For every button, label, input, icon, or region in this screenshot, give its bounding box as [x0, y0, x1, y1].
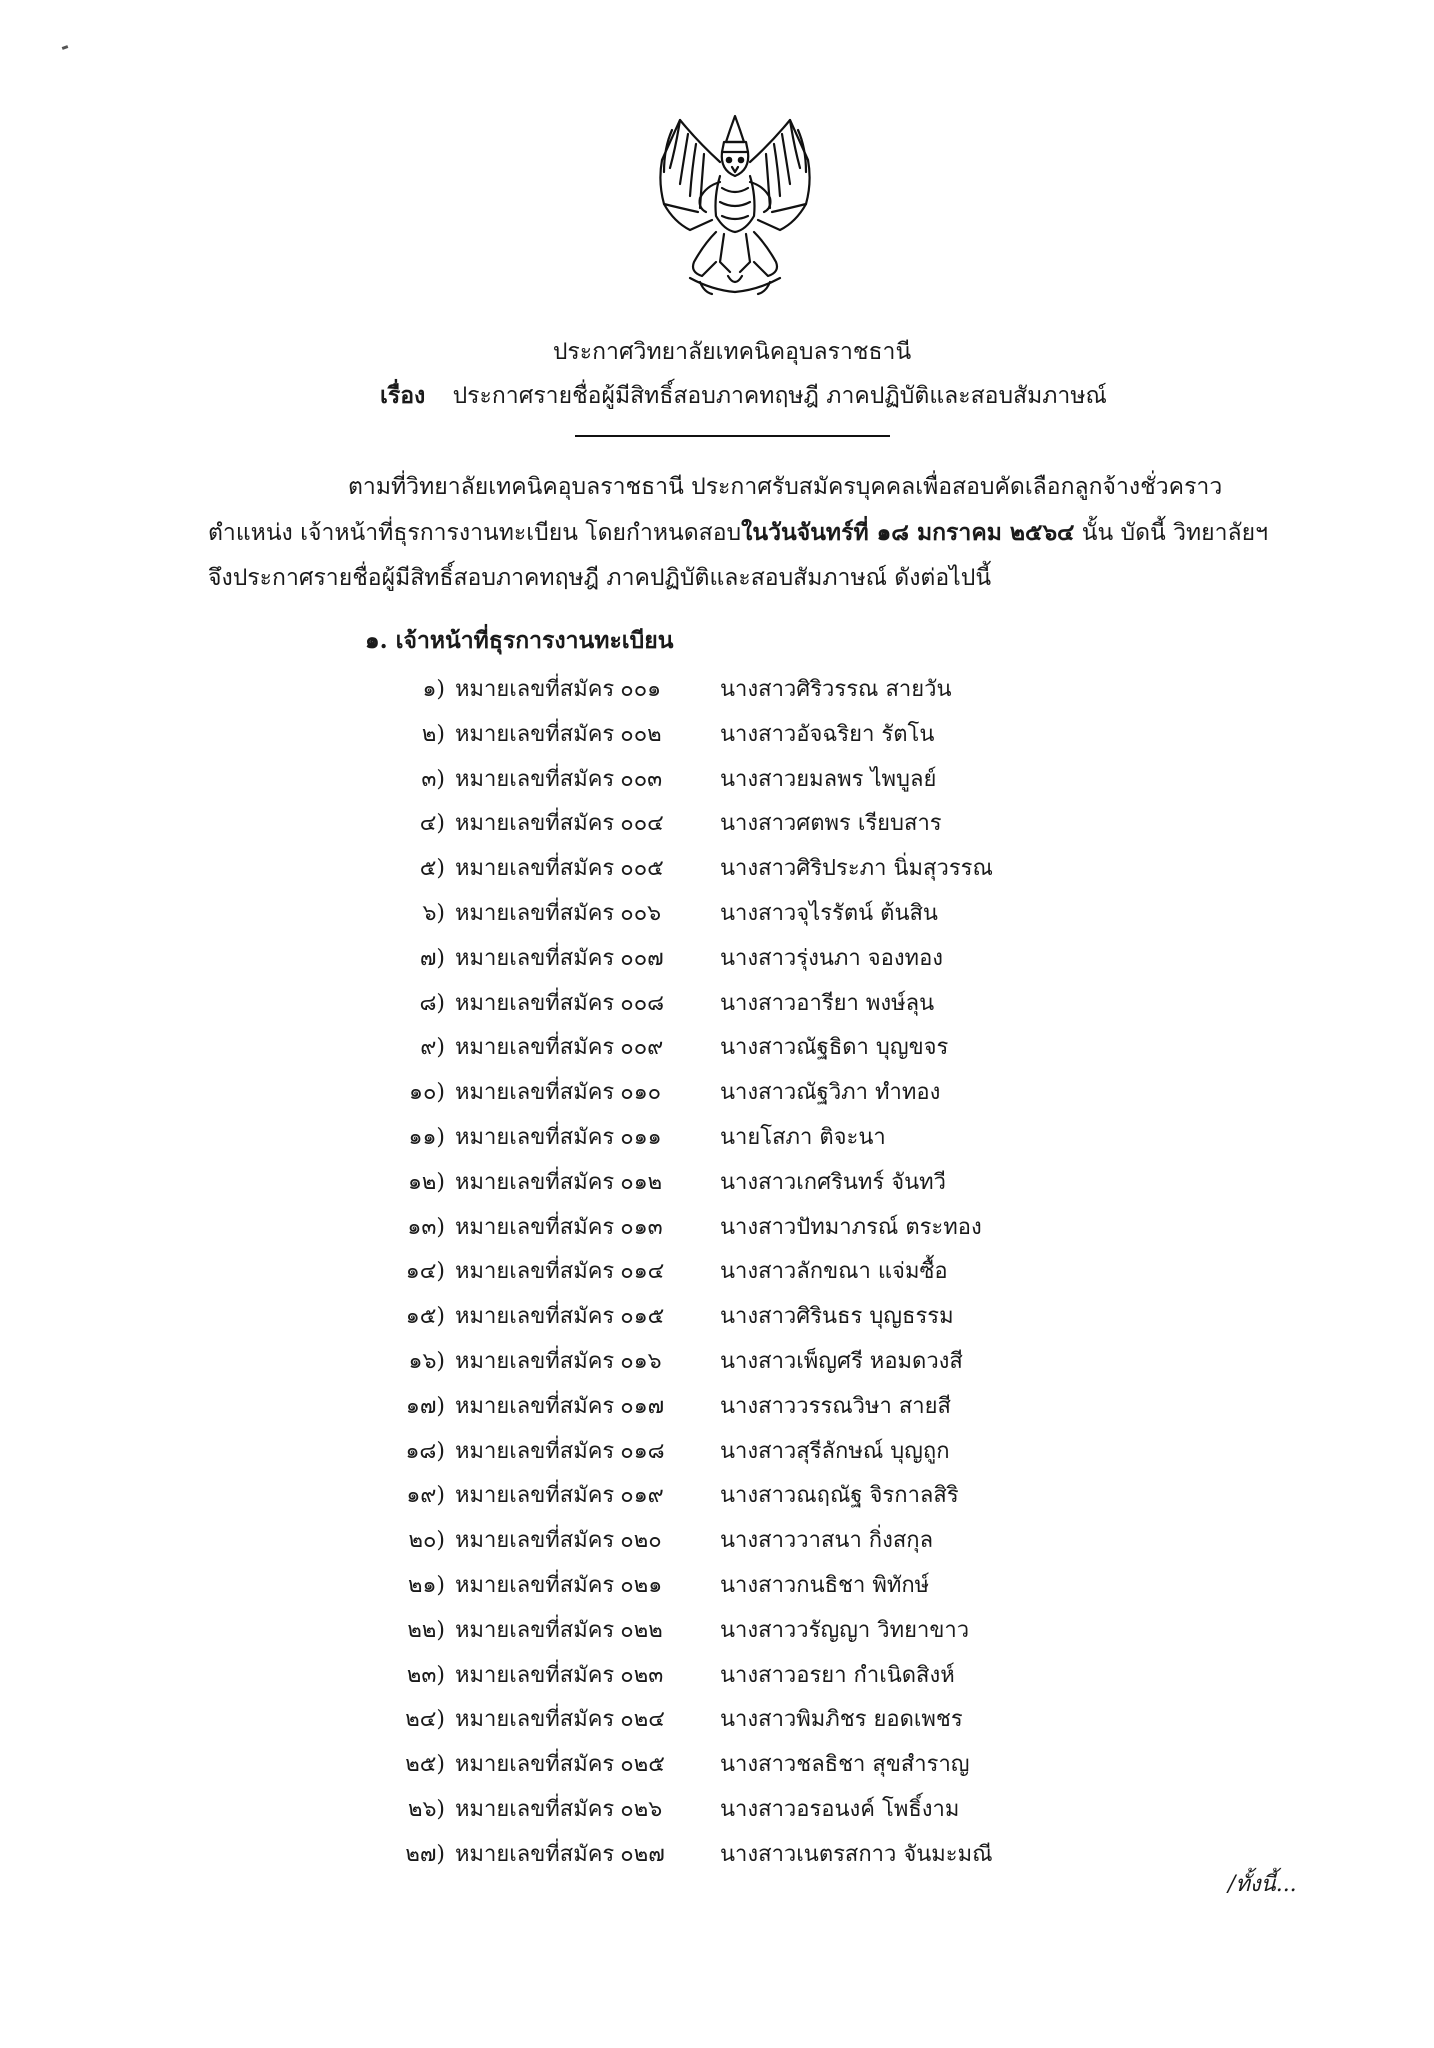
item-number: ๕)	[419, 856, 445, 882]
registration-info	[455, 1385, 664, 1430]
applicant-name: นางสาวณัฐธิดา บุญขจร	[720, 1035, 949, 1061]
registration-label: หมายเลขที่สมัคร	[455, 721, 615, 747]
registration-info	[455, 802, 664, 847]
applicant-name: นางสาววาสนา กิ่งสกุล	[720, 1528, 934, 1554]
registration-number: ๐๐๗	[620, 945, 664, 971]
list-item	[0, 1340, 1434, 1385]
registration-number: ๐๑๕	[620, 1304, 665, 1330]
registration-label: หมายเลขที่สมัคร	[455, 1796, 615, 1822]
registration-number: ๐๐๒	[620, 721, 662, 747]
registration-number: ๐๑๖	[620, 1348, 662, 1374]
registration-number: ๐๐๕	[620, 856, 664, 882]
registration-info	[455, 937, 664, 982]
registration-info	[455, 1206, 663, 1251]
registration-label: หมายเลขที่สมัคร	[455, 1572, 615, 1598]
registration-number: ๐๑๔	[620, 1259, 665, 1285]
registration-number: ๐๑๗	[620, 1393, 665, 1419]
section-heading: ๑. เจ้าหน้าที่ธุรการงานทะเบียน	[365, 627, 674, 654]
list-item	[0, 1026, 1434, 1071]
item-number: ๑๔)	[405, 1259, 445, 1285]
registration-label: หมายเลขที่สมัคร	[455, 766, 615, 792]
list-item	[0, 847, 1434, 892]
registration-number: ๐๑๐	[620, 1080, 662, 1106]
body-paragraph	[208, 465, 1308, 601]
applicant-name: นางสาวชลธิชา สุขสำราญ	[720, 1752, 970, 1778]
item-number: ๒)	[421, 721, 445, 747]
registration-label: หมายเลขที่สมัคร	[455, 1214, 615, 1240]
registration-info	[455, 1519, 662, 1564]
item-number: ๒๕)	[405, 1752, 445, 1778]
item-number: ๒๑)	[407, 1572, 445, 1598]
list-item	[0, 1250, 1434, 1295]
list-item	[0, 1833, 1434, 1878]
applicant-name: นางสาวอัจฉริยา รัตโน	[720, 721, 935, 747]
registration-info	[455, 847, 664, 892]
list-item	[0, 1743, 1434, 1788]
registration-number: ๐๑๙	[620, 1483, 664, 1509]
applicant-name: นางสาวกนธิชา พิทักษ์	[720, 1572, 930, 1598]
registration-info	[455, 1788, 662, 1833]
registration-label: หมายเลขที่สมัคร	[455, 856, 615, 882]
applicant-name: นางสาวณฤณัฐ จิรกาลสิริ	[720, 1483, 959, 1509]
body-line-2	[208, 510, 1308, 556]
item-number: ๒๒)	[407, 1617, 445, 1643]
registration-number: ๐๐๑	[620, 677, 662, 702]
applicant-name: นางสาวศิริวรรณ สายวัน	[720, 677, 952, 702]
registration-number: ๐๐๖	[620, 900, 662, 926]
list-item	[0, 1295, 1434, 1340]
item-number: ๑๕)	[405, 1304, 445, 1330]
applicant-name: นางสาวยมลพร ไพบูลย์	[720, 766, 937, 792]
registration-label: หมายเลขที่สมัคร	[455, 1662, 615, 1688]
registration-info	[455, 1833, 665, 1878]
item-number: ๙)	[420, 1035, 445, 1061]
list-item	[0, 1161, 1434, 1206]
applicant-name: นางสาวศตพร เรียบสาร	[720, 811, 942, 837]
registration-info	[455, 1116, 662, 1161]
registration-info	[455, 1161, 662, 1206]
applicant-name: นางสาวศิริประภา นิ่มสุวรรณ	[720, 856, 993, 882]
registration-label: หมายเลขที่สมัคร	[455, 1483, 615, 1509]
registration-info	[455, 1564, 662, 1609]
list-item	[0, 892, 1434, 937]
registration-info	[455, 1071, 661, 1116]
item-number: ๒๐)	[408, 1528, 445, 1554]
registration-info	[455, 1430, 665, 1475]
registration-label: หมายเลขที่สมัคร	[455, 1752, 615, 1778]
registration-label: หมายเลขที่สมัคร	[455, 1438, 615, 1464]
list-item	[0, 1071, 1434, 1116]
announcement-title: ประกาศวิทยาลัยเทคนิคอุบลราชธานี	[552, 339, 912, 365]
list-item	[0, 1206, 1434, 1251]
list-item	[0, 1609, 1434, 1654]
registration-number: ๐๒๓	[620, 1662, 664, 1688]
item-number: ๑๗)	[405, 1393, 445, 1419]
registration-label: หมายเลขที่สมัคร	[455, 1617, 615, 1643]
garuda-emblem-icon	[650, 112, 820, 297]
registration-number: ๐๒๗	[620, 1841, 665, 1867]
item-number: ๒๗)	[405, 1841, 445, 1867]
applicant-name: นางสาวปัทมาภรณ์ ตระทอง	[720, 1214, 982, 1240]
registration-number: ๐๐๔	[620, 811, 664, 837]
applicant-name: นางสาวเนตรสกาว จันมะมณี	[720, 1841, 993, 1867]
registration-label: หมายเลขที่สมัคร	[455, 1348, 615, 1374]
list-item	[0, 1385, 1434, 1430]
item-number: ๖)	[422, 900, 445, 926]
applicant-name: นางสาวเพ็ญศรี หอมดวงสี	[720, 1348, 963, 1374]
item-number: ๒๓)	[406, 1662, 445, 1688]
registration-info	[455, 1250, 664, 1295]
registration-info	[455, 758, 662, 803]
registration-label: หมายเลขที่สมัคร	[455, 990, 615, 1016]
registration-info	[455, 892, 661, 937]
item-number: ๗)	[419, 945, 445, 971]
registration-label: หมายเลขที่สมัคร	[455, 1035, 615, 1061]
list-item	[0, 668, 1434, 713]
item-number: ๑๙)	[406, 1483, 445, 1509]
registration-number: ๐๑๓	[620, 1214, 663, 1240]
registration-number: ๐๐๙	[620, 1035, 664, 1061]
item-number: ๑๓)	[407, 1214, 445, 1240]
list-item	[0, 802, 1434, 847]
registration-info	[455, 1654, 663, 1699]
item-number: ๑๐)	[409, 1080, 445, 1106]
registration-label: หมายเลขที่สมัคร	[455, 1259, 615, 1285]
registration-info	[455, 713, 662, 758]
list-item	[0, 1788, 1434, 1833]
registration-info	[455, 1474, 664, 1519]
registration-label: หมายเลขที่สมัคร	[455, 1169, 615, 1195]
applicant-name: นางสาววรรณวิษา สายสี	[720, 1393, 951, 1419]
registration-label: หมายเลขที่สมัคร	[455, 811, 615, 837]
registration-label: หมายเลขที่สมัคร	[455, 1304, 615, 1330]
item-number: ๔)	[419, 811, 445, 837]
registration-info	[455, 668, 661, 713]
item-number: ๑๑)	[408, 1124, 445, 1150]
body-line-3: จึงประกาศรายชื่อผู้มีสิทธิ์สอบภาคทฤษฎี ภาคปฏิบัติและสอบสัมภาษณ์ ดังต่อไปนี้	[208, 565, 992, 591]
body-line-2-part-a: ตำแหน่ง เจ้าหน้าที่ธุรการงานทะเบียน โดยกำหนดสอบ	[208, 520, 742, 546]
scan-speck	[62, 45, 69, 50]
item-number: ๘)	[419, 990, 445, 1016]
applicant-name: นางสาวเกศรินทร์ จันทวี	[720, 1169, 947, 1195]
applicant-name: นางสาวพิมภิชร ยอดเพชร	[720, 1707, 963, 1733]
registration-label: หมายเลขที่สมัคร	[455, 1124, 615, 1150]
registration-number: ๐๒๖	[620, 1796, 663, 1822]
registration-label: หมายเลขที่สมัคร	[455, 1528, 615, 1554]
registration-info	[455, 1743, 665, 1788]
body-line-1: ตามที่วิทยาลัยเทคนิคอุบลราชธานี ประกาศรับสมัครบุคคลเพื่อสอบคัดเลือกลูกจ้างชั่วคราว	[348, 474, 1223, 500]
applicant-name: นางสาวจุไรรัตน์ ต้นสิน	[720, 900, 938, 926]
registration-number: ๐๑๑	[620, 1124, 662, 1150]
applicant-name: นางสาวอรอนงค์ โพธิ์งาม	[720, 1796, 960, 1822]
subject-text: ประกาศรายชื่อผู้มีสิทธิ์สอบภาคทฤษฎี ภาคปฏิบัติและสอบสัมภาษณ์	[452, 383, 1107, 409]
item-number: ๑๒)	[407, 1169, 445, 1195]
list-item	[0, 1564, 1434, 1609]
registration-label: หมายเลขที่สมัคร	[455, 900, 615, 926]
item-number: ๓)	[421, 766, 445, 792]
list-item	[0, 713, 1434, 758]
list-item	[0, 1519, 1434, 1564]
applicant-name: นางสาวศิรินธร บุญธรรม	[720, 1304, 954, 1330]
registration-info	[455, 1609, 663, 1654]
registration-number: ๐๑๘	[620, 1438, 665, 1464]
registration-info	[455, 1295, 664, 1340]
applicant-list	[0, 668, 1434, 1878]
list-item	[0, 758, 1434, 803]
registration-label: หมายเลขที่สมัคร	[455, 1080, 615, 1106]
registration-number: ๐๐๓	[620, 766, 663, 792]
list-item	[0, 1654, 1434, 1699]
item-number: ๑)	[422, 677, 445, 702]
item-number: ๑๖)	[408, 1348, 445, 1374]
registration-info	[455, 982, 664, 1027]
item-number: ๒๔)	[405, 1707, 445, 1733]
applicant-name: นางสาวรุ่งนภา จองทอง	[720, 945, 944, 971]
list-item	[0, 1430, 1434, 1475]
registration-number: ๐๒๐	[620, 1528, 662, 1554]
registration-number: ๐๒๒	[620, 1617, 663, 1643]
applicant-name: นางสาวอรยา กำเนิดสิงห์	[720, 1662, 955, 1688]
registration-label: หมายเลขที่สมัคร	[455, 1841, 615, 1867]
list-item	[0, 937, 1434, 982]
registration-number: ๐๑๒	[620, 1169, 663, 1195]
registration-number: ๐๒๔	[620, 1707, 665, 1733]
registration-info	[455, 1026, 663, 1071]
exam-date: ในวันจันทร์ที่ ๑๘ มกราคม ๒๕๖๔	[741, 519, 1075, 546]
applicant-name: นางสาวอารียา พงษ์ลุน	[720, 990, 935, 1016]
applicant-name: นางสาวสุรีลักษณ์ บุญถูก	[720, 1438, 950, 1464]
continued-marker: /ทั้งนี้...	[1228, 1872, 1297, 1897]
list-item	[0, 1698, 1434, 1743]
registration-label: หมายเลขที่สมัคร	[455, 1707, 615, 1733]
registration-label: หมายเลขที่สมัคร	[455, 945, 615, 971]
registration-label: หมายเลขที่สมัคร	[455, 677, 615, 702]
item-number: ๒๖)	[407, 1796, 445, 1822]
body-line-2-part-c: นั้น บัดนี้ วิทยาลัยฯ	[1074, 520, 1269, 546]
subject-label: เรื่อง	[380, 382, 426, 409]
applicant-name: นางสาวณัฐวิภา ทำทอง	[720, 1080, 941, 1106]
list-item	[0, 1474, 1434, 1519]
title-divider	[575, 435, 890, 437]
registration-info	[455, 1340, 662, 1385]
registration-number: ๐๒๑	[620, 1572, 663, 1598]
applicant-name: นางสาวลักขณา แจ่มซื้อ	[720, 1259, 948, 1285]
registration-info	[455, 1698, 665, 1743]
registration-number: ๐๒๕	[620, 1752, 665, 1778]
registration-label: หมายเลขที่สมัคร	[455, 1393, 615, 1419]
applicant-name: นางสาววรัญญา วิทยาขาว	[720, 1617, 970, 1643]
applicant-name: นายโสภา ติจะนา	[720, 1124, 886, 1150]
registration-number: ๐๐๘	[620, 990, 665, 1016]
list-item	[0, 982, 1434, 1027]
item-number: ๑๘)	[405, 1438, 445, 1464]
list-item	[0, 1116, 1434, 1161]
subject-line	[380, 378, 1107, 414]
